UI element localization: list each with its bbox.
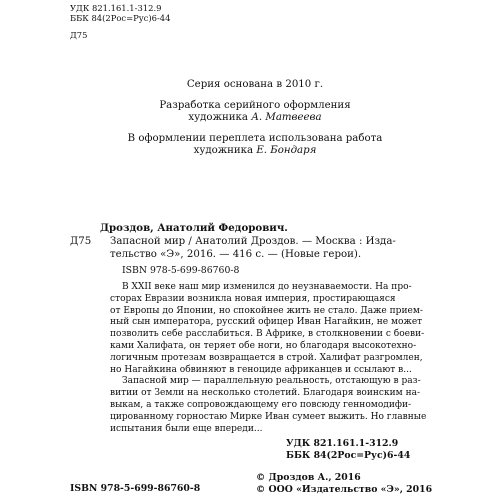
series-design-line1: Разработка серийного оформления [159, 99, 351, 111]
bottom-codes [286, 438, 410, 462]
udk-code: УДК 821.161.1-312.9 [70, 3, 162, 13]
annotation-line: ками Халифата, он теряет обе ноги, но благодаря высокотехно- [110, 340, 417, 351]
annotation-line: цированному горностаю Мирке Иван сумеет выжить. Но главные [110, 411, 427, 422]
copyright [256, 472, 432, 496]
bbk-code: ББК 84(2Рос=Рус)6-44 [70, 13, 171, 24]
bottom-udk: УДК 821.161.1-312.9 [286, 438, 399, 449]
series-design-line2: художника А. Матвеева [188, 112, 322, 123]
annotation-line: В XXII веке наш мир изменился до неузнаваемости. На про- [122, 282, 412, 292]
copyright-publisher: © ООО «Издательство «Э», 2016 [256, 484, 433, 495]
top-codes [70, 3, 170, 40]
author-mark: Д75 [70, 29, 88, 40]
annotation-line: но Нагайкина обвиняют в геноциде африканцев и ссылают в... [110, 364, 412, 375]
annotation-line: ный сын императора, русский офицер Иван Нагайкин, не может [110, 317, 423, 328]
bib-author-mark: Д75 [70, 236, 92, 247]
copyright-author: © Дроздов А., 2016 [256, 472, 361, 483]
annotation-line: логичным протезам возвращается в строй. Халифат разгромлен, [110, 352, 423, 363]
annotation-line: от Европы до Японии, но спокойнее жить не стало. Даже прием- [110, 305, 423, 316]
series-info [60, 79, 450, 158]
bib-line1: Запасной мир / Анатолий Дроздов. — Москва : Изда- [110, 236, 396, 247]
annotation [110, 282, 453, 435]
annotation-line: позволить себе расслабиться. В Африке, в столкновении с боеви- [110, 329, 425, 340]
cover-credit-line1: В оформлении переплета использована работа [127, 132, 383, 144]
bib-description [110, 236, 450, 261]
cover-credit-line2: художника Е. Бондаря [193, 145, 317, 156]
annotation-line: Запасной мир — параллельную реальность, отстающую в раз- [122, 376, 421, 387]
cover-artist-name: Е. Бондаря [256, 145, 317, 156]
series-designer-name: А. Матвеева [251, 112, 322, 123]
bottom-bbk: ББК 84(2Рос=Рус)6-44 [286, 450, 411, 461]
annotation-line: витии от Земли на несколько столетий. Благодаря воинским на- [110, 388, 421, 399]
series-founded: Серия основана в 2010 г. [186, 79, 324, 90]
annotation-line: выкам, а также сопровождающему его повсюду генномодифи- [110, 399, 412, 410]
footer-isbn: ISBN 978-5-699-86760-8 [70, 483, 201, 494]
annotation-line: сторах Евразии возникла новая империя, простирающаяся [110, 293, 396, 304]
annotation-line: испытания были еще впереди... [110, 423, 263, 434]
bib-line2: тельство «Э», 2016. — 416 с. — (Новые герои). [110, 248, 362, 260]
bib-isbn: ISBN 978-5-699-86760-8 [122, 265, 240, 276]
bib-author: Дроздов, Анатолий Федорович. [100, 222, 288, 234]
